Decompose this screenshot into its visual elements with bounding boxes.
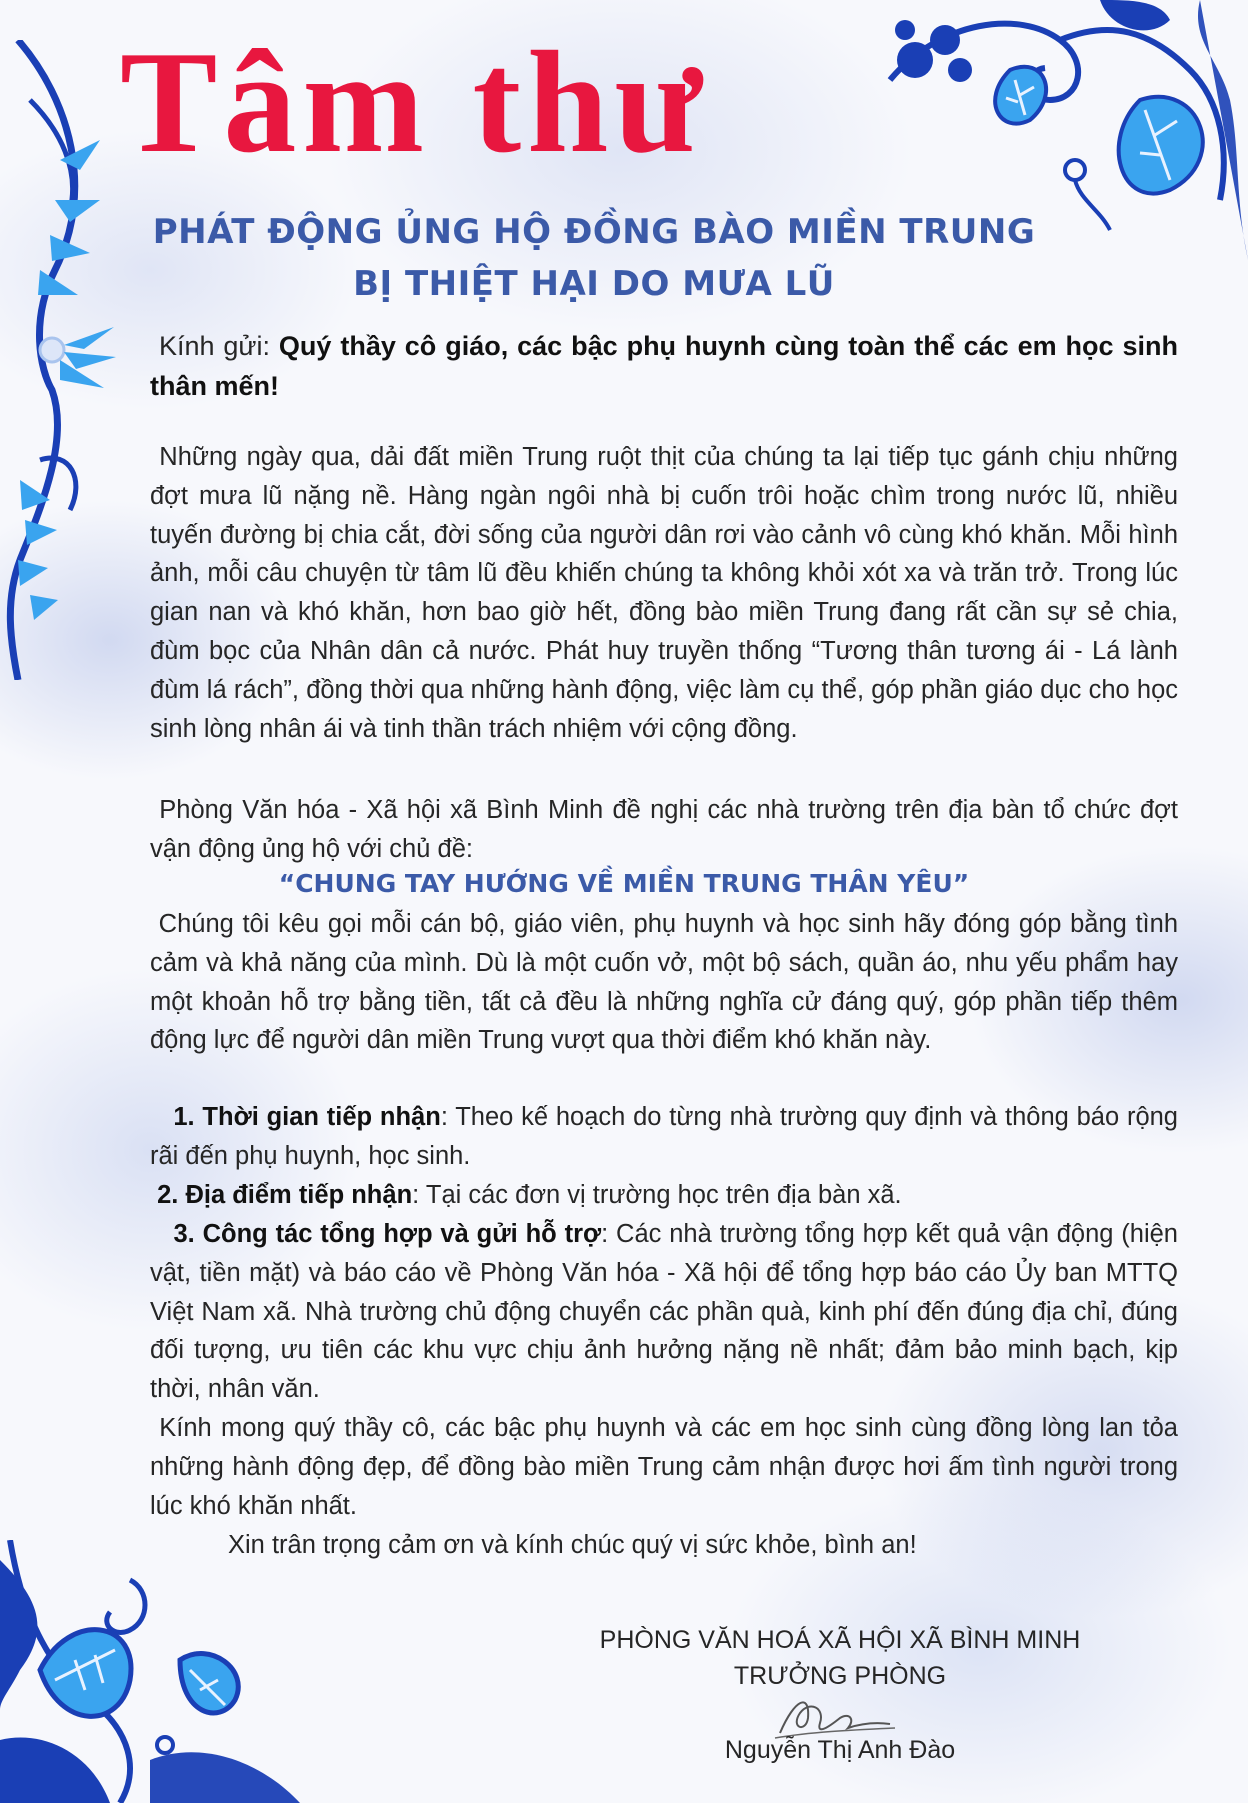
greeting-recipients: Quý thầy cô giáo, các bậc phụ huynh cùng toàn thể các em học sinh thân mến!: [150, 331, 1178, 401]
list-item-aggregation: 3. Công tác tổng hợp và gửi hỗ trợ: Các nhà trường tổng hợp kết quả vận động (hiện vật, tiền mặt) và báo cáo về Phòng Văn hóa - Xã hội để tổng hợp báo cáo Ủy ban MTTQ Việt Nam xã. Nhà trường chủ động chuyển các phần quà, kinh phí đến đúng địa chỉ, đúng đối tượng, ưu tiên các khu vực chịu ảnh hưởng nặng nề nhất; đảm bảo minh bạch, kịp thời, nhân văn.: [150, 1220, 1178, 1404]
subtitle-line-1: PHÁT ĐỘNG ỦNG HỘ ĐỒNG BÀO MIỀN TRUNG: [152, 212, 1036, 252]
handwritten-signature: [770, 1688, 900, 1743]
bottom-left-floral-ornament: [0, 1540, 330, 1803]
list-item-label: 1. Thời gian tiếp nhận: [173, 1103, 441, 1131]
list-item-label: 2. Địa điểm tiếp nhận: [157, 1181, 413, 1209]
subtitle-line-2: BỊ THIỆT HẠI DO MƯA LŨ: [353, 264, 835, 304]
campaign-slogan: “CHUNG TAY HƯỚNG VỀ MIỀN TRUNG THÂN YÊU”: [278, 869, 970, 898]
paragraph-situation: Những ngày qua, dải đất miền Trung ruột thịt của chúng ta lại tiếp tục gánh chịu những đợt mưa lũ nặng nề. Hàng ngàn ngôi nhà bị cuốn trôi hoặc chìm trong nước lũ, nhiều tuyến đường bị chia cắt, đời sống của người dân rơi vào cảnh vô cùng khó khăn. Mỗi hình ảnh, mỗi câu chuyện từ tâm lũ đều khiến chúng ta không khỏi xót xa và trăn trở. Trong lúc gian nan và khó khăn, hơn bao giờ hết, đồng bào miền Trung đang rất cần sự sẻ chia, đùm bọc của Nhân dân cả nước. Phát huy truyền thống “Tương thân tương ái - Lá lành đùm lá rách”, đồng thời qua những hành động, việc làm cụ thể, góp phần giáo dục cho học sinh lòng nhân ái và tinh thần trách nhiệm với cộng đồng.: [150, 443, 1178, 743]
signer-position: TRƯỞNG PHÒNG: [733, 1662, 947, 1690]
signer-organization: PHÒNG VĂN HOÁ XÃ HỘI XÃ BÌNH MINH: [599, 1626, 1081, 1654]
list-item-receiving-time: 1. Thời gian tiếp nhận: Theo kế hoạch do từng nhà trường quy định và thông báo rộng rãi đến phụ huynh, học sinh.: [150, 1103, 1178, 1170]
list-item-receiving-place: 2. Địa điểm tiếp nhận: Tại các đơn vị trường học trên địa bàn xã.: [157, 1181, 902, 1209]
greeting: [150, 326, 1178, 406]
signer-name: Nguyễn Thị Anh Đào: [724, 1736, 956, 1764]
paragraph-call-to-action: Chúng tôi kêu gọi mỗi cán bộ, giáo viên, phụ huynh và học sinh hãy đóng góp bằng tình cảm và khả năng của mình. Dù là một cuốn vở, một bộ sách, quần áo, nhu yếu phẩm hay một khoản hỗ trợ bằng tiền, tất cả đều là những nghĩa cử đáng quý, góp phần tiếp thêm động lực để người dân miền Trung vượt qua thời điểm khó khăn này.: [150, 910, 1178, 1055]
signature-block: [590, 1622, 1090, 1694]
paragraph-proposal: Phòng Văn hóa - Xã hội xã Bình Minh đề nghị các nhà trường trên địa bàn tổ chức đợt vận động ủng hộ với chủ đề:: [150, 796, 1178, 863]
list-item-label: 3. Công tác tổng hợp và gửi hỗ trợ: [173, 1220, 602, 1248]
closing-thanks: Xin trân trọng cảm ơn và kính chúc quý vị sức khỏe, bình an!: [228, 1531, 917, 1559]
paragraph-closing-appeal: Kính mong quý thầy cô, các bậc phụ huynh và các em học sinh cùng đồng lòng lan tỏa những hành động đẹp, để đồng bào miền Trung cảm nhận được hơi ấm tình người trong lúc khó khăn nhất.: [150, 1414, 1178, 1520]
left-vine-ornament: [0, 40, 130, 680]
letter-title: Tâm thư: [120, 21, 708, 183]
greeting-prefix: Kính gửi:: [158, 331, 279, 361]
